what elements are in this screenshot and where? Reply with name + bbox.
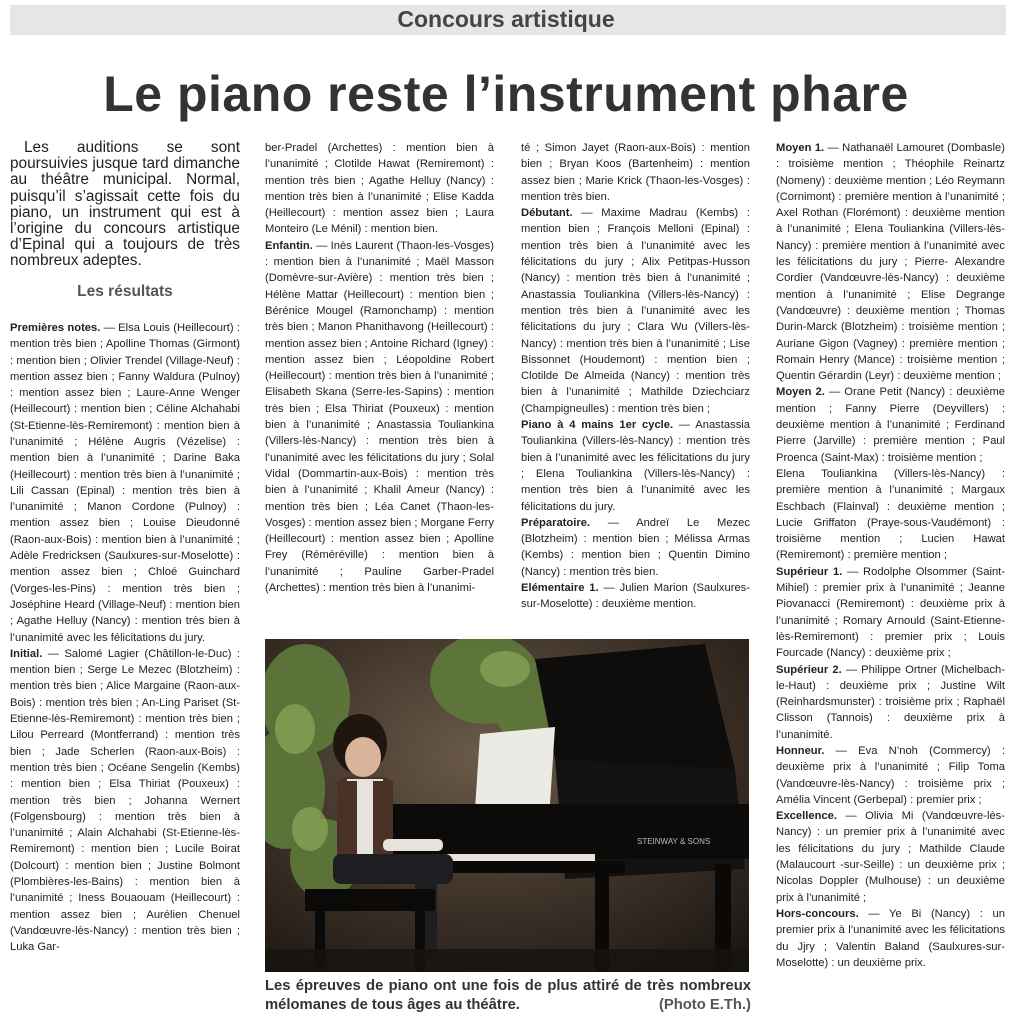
results-paragraph [776,662,1005,743]
category-label: Enfantin. [265,239,313,252]
results-paragraph [521,417,750,515]
section-kicker: Concours artistique [397,6,615,32]
article-lead: Les auditions se sont poursuivies jusque tard dimanche au théâtre municipal. Normal, puisqu’il s’agissait cette fois du piano, un instrument qui est à l’origine du concours artistique d’Epinal qui a toujours de très nombreux adeptes. [10,139,240,270]
category-label: Honneur. [776,744,825,757]
caption-text: Les épreuves de piano ont une fois de plus attiré de très nombreux mélomanes de tous âges au théâtre. [265,978,751,1013]
results-text: ber-Pradel (Archettes) : mention bien à l’unanimité ; Clotilde Hawat (Remiremont) : mention très bien ; Agathe Helluy (Nancy) : mention très bien à l’unanimité ; Elise Kadda (Heillecourt) : mention assez bien ; Laura Monteiro (Le Ménil) : mention bien. [265,142,494,236]
results-paragraph [10,320,240,646]
category-label: Moyen 2. [776,386,825,399]
results-text: té ; Simon Jayet (Raon-aux-Bois) : mention bien ; Bryan Koos (Bartenheim) : mention assez bien ; Marie Krick (Thaon-les-Vosges) : mention très bien. [521,142,750,203]
results-text: — Andreï Le Mezec (Blotzheim) : mention bien ; Mélissa Armas (Kembs) : mention bien ; Quentin Dimino (Nancy) : mention très bien. [521,516,750,578]
results-list-col3 [521,140,750,613]
results-paragraph [776,743,1005,808]
results-paragraph [776,466,1005,564]
results-text: — Rodolphe Olsommer (Saint-Mihiel) : premier prix à l’unanimité ; Jeanne Piovanacci (Remiremont) : deuxième prix à l’unanimité ; Romary Arnould (Saint-Etienne-lès-Remiremont) : premier prix ; Louis Fourcade (Nancy) : deuxième prix ; [776,565,1005,660]
photo-caption [265,977,751,1015]
article-column-3 [521,140,750,613]
results-paragraph [776,384,1005,465]
results-text: — Philippe Ortner (Michelbach-le-Haut) : deuxième prix ; Justine Wilt (Reinhardsmunster) : troisième prix ; Raphaël Clisson (Tannois) : deuxième prix à l’unanimité. [776,663,1005,741]
results-heading: Les résultats [77,282,173,300]
results-paragraph [521,515,750,580]
category-label: Débutant. [521,207,573,220]
category-label: Excellence. [776,810,837,823]
results-text: — Eva N’noh (Commercy) : deuxième prix à l’unanimité ; Filip Toma (Vandœuvre-lès-Nancy) : troisième prix ; Amélia Vincent (Gerbepal) : premier prix ; [776,744,1005,806]
results-paragraph [776,808,1005,906]
category-label: Moyen 1. [776,142,825,154]
piano-photo [265,639,749,972]
results-list-col4 [776,140,1005,971]
results-text: — Julien Marion (Saulxures-sur-Moselotte) : deuxième mention. [521,582,750,611]
category-label: Elémentaire 1. [521,582,599,595]
results-paragraph [10,646,240,956]
results-list-col1 [10,320,240,956]
results-text: — Salomé Lagier (Châtillon-le-Duc) : mention bien ; Serge Le Mezec (Blotzheim) : mention très bien ; Alice Margaine (Raon-aux-Bois) : mention très bien ; An-Ling Pariset (St-Etienne-lès-Remiremont) : mention très bien ; Lilou Perreard (Montferrand) : mention très bien ; Jade Scherlen (Raon-aux-Bois) : mention très bien ; Océane Sengelin (Kembs) : mention bien ; Elsa Thiriat (Pouxeux) : mention très bien ; Johanna Wernert (Folgensbourg) : mention très bien à l’unanimité ; Alain Alchahabi (St-Etienne-lès-Remiremont) : mention bien ; Lucile Boirat (Dolcourt) : mention bien ; Justine Bolmont (Plombières-les-Bains) : mention bien à l’unanimité ; Iness Bouaouam (Heillecourt) : mention assez bien ; Aurélien Chenuel (Vandœuvre-lès-Nancy) : mention très bien ; Luka Gar- [10,647,240,954]
category-label: Initial. [10,647,43,660]
category-label: Premières notes. [10,321,101,334]
article-column-1 [10,140,240,956]
results-text: — Ye Bi (Nancy) : un premier prix à l’unanimité avec les félicitations du Jjry ; Valentin Baland (Saulxures-sur-Moselotte) : un deuxième prix. [776,907,1005,969]
results-text: — Elsa Louis (Heillecourt) : mention très bien ; Apolline Thomas (Girmont) : mention bien ; Olivier Trendel (Village-Neuf) : mention assez bien ; Fanny Waldura (Pulnoy) : mention assez bien ; Laure-Anne Wenger (Heillecourt) : mention bien ; Céline Alchahabi (St-Etienne-lès-Remiremont) : mention bien à l’unanimité ; Hélène Augris (Vézelise) : mention bien à l’unanimité ; Darine Baka (Heillecourt) : mention très bien à l’unanimité ; Lili Cassan (Epinal) : mention très bien à l’unanimité ; Manon Cordone (Pulnoy) : mention assez bien ; Louise Dieudonné (Raon-aux-Bois) : mention bien à l’unanimité ; Adèle Fredricksen (Saulxures-sur-Moselotte) : mention assez bien ; Chloé Guinchard (Vorges-les-Pins) : mention très bien ; Joséphine Heard (Village-Neuf) : mention bien ; Agathe Helluy (Nancy) : mention très bien à l’unanimité avec les félicitations du jury. [10,321,240,644]
article-column-2 [265,140,494,596]
category-label: Supérieur 1. [776,565,843,578]
piano-brand-text: STEINWAY & SONS [637,837,711,846]
results-paragraph [265,140,494,238]
results-paragraph [521,140,750,205]
category-label: Supérieur 2. [776,663,842,676]
category-label: Hors-concours. [776,907,859,920]
piano-photo-illustration [265,639,749,972]
photo-credit: (Photo E.Th.) [658,997,751,1013]
results-text: — Maxime Madrau (Kembs) : mention bien ; François Melloni (Epinal) : mention très bien à l’unanimité avec les félicitations du jury ; Alix Petitpas-Husson (Nancy) : mention très bien à l’unanimité ; Anastassia Touliankina (Villers-lès-Nancy) : mention très bien à l’unanimité avec les félicitations du jury ; Clara Wu (Villers-lès-Nancy) : mention très bien à l’unanimité ; Lise Bissonnet (Houdemont) : mention bien ; Clotilde De Almeida (Nancy) : mention très bien à l’unanimité ; Mathilde Dziechciarz (Champigneulles) : mention très bien ; [521,207,750,415]
category-label: Préparatoire. [521,516,591,529]
results-paragraph [776,564,1005,662]
category-label: Piano à 4 mains 1er cycle. [521,419,674,432]
results-text: — Nathanaël Lamouret (Dombasle) : troisième mention ; Théophile Reinartz (Nomeny) : deuxième mention ; Léo Reymann (Cornimont) : première mention à l’unanimité ; Axel Rothan (Florémont) : deuxième mention à l’unanimité ; Elena Touliankina (Villers-lès-Nancy) : première mention à l’unanimité avec les félicitations du jury ; Pierre- Alexandre Cordier (Vandœuvre-lès-Nancy) : deuxième mention à l’unanimité ; Elise Degrange (Vandœuvre) : deuxième mention ; Thomas Durin-Marck (Blotzheim) : troisième mention ; Auriane Gigon (Vagney) : première mention ; Romain Henry (Mance) : troisième mention ; Quentin Gérardin (Leyr) : deuxième mention ; [776,142,1005,383]
results-text: — Olivia Mi (Vandœuvre-lès-Nancy) : un premier prix à l’unanimité avec les félicitations du jury ; Mathilde Claude (Malaucourt -sur-Seille) : un deuxième prix ; Nicolas Doppler (Mulhouse) : un deuxième prix à l’unanimité ; [776,810,1005,904]
results-text: — Anastassia Touliankina (Villers-lès-Nancy) : mention très bien à l’unanimité avec les félicitations du jury ; Elena Touliankina (Villers-lès-Nancy) : mention très bien à l’unanimité avec les félicitations du jury. [521,419,750,513]
results-text: Elena Touliankina (Villers-lès-Nancy) : première mention à l’unanimité ; Margaux Eschbach (Flainval) : deuxième mention ; Lucie Griffaton (Praye-sous-Vaudémont) : troisième mention ; Lucien Hawat (Remiremont) : première mention ; [776,467,1005,562]
results-text: — Orane Petit (Nancy) : deuxième mention ; Fanny Pierre (Deyvillers) : deuxième mention à l’unanimité ; Ferdinand Pierre (Jarville) : première mention ; Paul Proenca (Saint-Max) : troisième mention ; [776,386,1005,464]
article-column-4 [776,140,1005,971]
results-paragraph [776,906,1005,971]
results-text: — Inès Laurent (Thaon-les-Vosges) : mention bien à l’unanimité ; Maël Masson (Domèvre-sur-Avière) : mention très bien ; Hélène Mattar (Heillecourt) : mention bien ; Bérénice Mougel (Ramonchamp) : mention très bien ; Manon Phanithavong (Heillecourt) : mention assez bien ; Antoine Richard (Igney) : mention assez bien ; Léopoldine Robert (Heillecourt) : mention très bien à l’unanimité ; Elisabeth Skana (Serre-les-Sapins) : mention très bien ; Elsa Thiriat (Pouxeux) : mention bien à l’unanimité ; Anastassia Touliankina (Villers-lès-Nancy) : mention très bien à l’unanimité avec les félicitations du jury ; Solal Vidal (Dommartin-aux-Bois) : mention très bien à l’unanimité ; Khalil Ameur (Nancy) : mention très bien ; Léa Canet (Thaon-les-Vosges) : mention assez bien ; Morgane Ferry (Heillecourt) : mention assez bien ; Apolline Frey (Réméréville) : mention bien à l’unanimité ; Pauline Garber-Pradel (Archettes) : mention très bien à l’unanimi- [265,239,494,595]
results-paragraph [265,238,494,597]
results-list-col2 [265,140,494,596]
results-paragraph [521,580,750,613]
results-paragraph [521,205,750,417]
results-paragraph [776,140,1005,384]
article-headline: Le piano reste l’instrument phare [103,66,909,122]
